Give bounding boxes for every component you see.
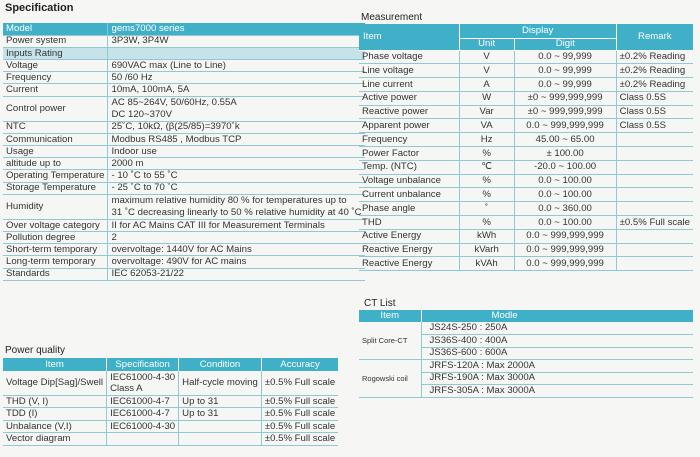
spec-key: Communication [3, 133, 108, 145]
meas-item: Phase voltage [359, 50, 459, 64]
meas-header-display: Display [459, 24, 616, 38]
pq-row [3, 371, 338, 395]
spec-title: Specification [5, 2, 74, 14]
meas-remark [616, 202, 693, 216]
ct-item: Rogowski coil [359, 360, 421, 398]
meas-remark: ±0.2% Reading [616, 78, 693, 92]
meas-item: Power Factor [359, 147, 459, 161]
spec-row [3, 47, 365, 59]
ct-row [359, 322, 693, 335]
meas-header-remark: Remark [616, 24, 693, 50]
spec-value: 25˚C, 10kΩ, (β(25/85)=3970˚k [108, 121, 365, 133]
measurement-row [359, 216, 693, 230]
meas-unit: V [459, 64, 514, 78]
meas-unit: A [459, 78, 514, 92]
spec-value: II for AC Mains CAT III for Measurement Terminals [108, 219, 365, 231]
pq-item: Unbalance (V,I) [3, 420, 107, 433]
pq-row [3, 420, 338, 433]
spec-key: Pollution degree [3, 231, 108, 243]
pq-spec: IEC61000-4-7 [107, 408, 179, 421]
meas-digit: 0.0 ~ 99,999 [514, 64, 616, 78]
measurement-row [359, 133, 693, 147]
measurement-row [359, 147, 693, 161]
meas-remark [616, 160, 693, 174]
ct-model: JRFS-120A : Max 2000A [421, 360, 693, 373]
meas-digit: 0.0 ~ 100.00 [514, 216, 616, 230]
meas-item: Reactive Energy [359, 257, 459, 271]
ct-header-item: Item [359, 310, 421, 322]
ct-list-table [359, 310, 693, 398]
spec-key: Storage Temperature [3, 182, 108, 194]
spec-row [3, 158, 365, 170]
spec-key: Current [3, 84, 108, 96]
measurement-table [359, 24, 693, 271]
pq-condition: Up to 31 [179, 408, 262, 421]
measurement-row [359, 78, 693, 92]
measurement-row [359, 188, 693, 202]
meas-digit: ± 100.00 [514, 147, 616, 161]
meas-unit: V [459, 50, 514, 64]
ct-row [359, 360, 693, 373]
meas-digit: 0.0 ~ 999,999,999 [514, 119, 616, 133]
pq-spec: IEC61000-4-7 [107, 395, 179, 408]
meas-digit: 0.0 ~ 999,999,999 [514, 229, 616, 243]
meas-remark: ±0.2% Reading [616, 50, 693, 64]
meas-remark: Class 0.5S [616, 91, 693, 105]
power-quality-table [3, 358, 338, 446]
spec-row [3, 121, 365, 133]
meas-item: Frequency [359, 133, 459, 147]
measurement-row [359, 119, 693, 133]
meas-remark: ±0.2% Reading [616, 64, 693, 78]
meas-item: Reactive Energy [359, 243, 459, 257]
meas-remark: Class 0.5S [616, 105, 693, 119]
spec-value-line: maximum relative humidity 80 % for temperatures up to [111, 194, 347, 206]
spec-row [3, 182, 365, 194]
meas-digit: 0.0 ~ 999,999,999 [514, 243, 616, 257]
spec-key: Model [3, 23, 108, 35]
spec-row [3, 133, 365, 145]
spec-row [3, 244, 365, 256]
ct-model: JRFS-305A : Max 3000A [421, 385, 693, 398]
measurement-row [359, 105, 693, 119]
pq-accuracy: ±0.5% Full scale [261, 371, 338, 395]
measurement-row [359, 243, 693, 257]
pq-row [3, 395, 338, 408]
spec-value: Indoor use [108, 146, 365, 158]
meas-remark [616, 133, 693, 147]
measurement-row [359, 202, 693, 216]
ct-model: JS36S-600 : 600A [421, 347, 693, 360]
spec-key: altitude up to [3, 158, 108, 170]
meas-unit: VA [459, 119, 514, 133]
spec-value: 3P3W, 3P4W [108, 35, 365, 47]
spec-value: gems7000 series [108, 23, 365, 35]
pq-row [3, 408, 338, 421]
meas-remark [616, 257, 693, 271]
meas-unit: Hz [459, 133, 514, 147]
spec-value-line: DC 120~370V [111, 108, 173, 120]
spec-value: 690VAC max (Line to Line) [108, 60, 365, 72]
spec-row [3, 72, 365, 84]
spec-key: Short-term temporary [3, 244, 108, 256]
pq-header-accuracy: Accuracy [261, 358, 338, 371]
spec-value-line: 31 ˚C decreasing linearly to 50 % relative humidity at 40 ˚C [111, 206, 362, 218]
meas-remark: ±0.5% Full scale [616, 216, 693, 230]
meas-item: Line voltage [359, 64, 459, 78]
meas-item: Active power [359, 91, 459, 105]
spec-row [3, 268, 365, 280]
meas-unit: ˚ [459, 202, 514, 216]
pq-accuracy: ±0.5% Full scale [261, 433, 338, 446]
meas-digit: 0.0 ~ 100.00 [514, 174, 616, 188]
meas-remark [616, 174, 693, 188]
ct-header-modle: Modle [421, 310, 693, 322]
spec-row [3, 23, 365, 35]
spec-key: Humidity [3, 194, 108, 219]
meas-digit: 0.0 ~ 999,999,999 [514, 257, 616, 271]
ct-item: Split Core-CT [359, 322, 421, 360]
pq-spec [107, 371, 179, 395]
spec-value [108, 96, 365, 121]
meas-item: Temp. (NTC) [359, 160, 459, 174]
meas-item: THD [359, 216, 459, 230]
meas-unit: % [459, 174, 514, 188]
meas-item: Reactive power [359, 105, 459, 119]
pq-condition [179, 433, 262, 446]
measurement-row [359, 229, 693, 243]
spec-row [3, 146, 365, 158]
measurement-row [359, 91, 693, 105]
spec-row [3, 194, 365, 219]
spec-key: Usage [3, 146, 108, 158]
spec-value: 50 /60 Hz [108, 72, 365, 84]
spec-row [3, 219, 365, 231]
meas-item: Phase angle [359, 202, 459, 216]
meas-remark: Class 0.5S [616, 119, 693, 133]
pq-spec-line: Class A [110, 382, 143, 394]
pq-condition [179, 420, 262, 433]
meas-item: Apparent power [359, 119, 459, 133]
ct-model: JS24S-250 : 250A [421, 322, 693, 335]
meas-header-item: Item [359, 24, 459, 50]
meas-digit: 0.0 ~ 360.00 [514, 202, 616, 216]
pq-spec [107, 433, 179, 446]
ct-model: JRFS-190A : Max 3000A [421, 372, 693, 385]
pq-accuracy: ±0.5% Full scale [261, 408, 338, 421]
spec-table [3, 23, 365, 281]
pq-accuracy: ±0.5% Full scale [261, 395, 338, 408]
spec-key: Inputs Rating [3, 47, 108, 59]
meas-digit: 45.00 ~ 65.00 [514, 133, 616, 147]
meas-digit: 0.0 ~ 99,999 [514, 78, 616, 92]
spec-value [108, 47, 365, 59]
pq-header-item: Item [3, 358, 107, 371]
pq-title: Power quality [5, 345, 66, 356]
measurement-row [359, 257, 693, 271]
pq-header-spec: Specification [107, 358, 179, 371]
spec-key: Operating Temperature [3, 170, 108, 182]
spec-value: overvoltage: 1440V for AC Mains [108, 244, 365, 256]
spec-key: Frequency [3, 72, 108, 84]
spec-key: Over voltage category [3, 219, 108, 231]
measurement-title: Measurement [361, 12, 423, 23]
ct-title: CT List [364, 298, 396, 309]
spec-value: 2000 m [108, 158, 365, 170]
spec-value: Modbus RS485 , Modbus TCP [108, 133, 365, 145]
measurement-row [359, 64, 693, 78]
meas-unit: % [459, 147, 514, 161]
spec-value: 2 [108, 231, 365, 243]
spec-key: Standards [3, 268, 108, 280]
meas-item: Current unbalance [359, 188, 459, 202]
meas-remark [616, 188, 693, 202]
spec-value-line: AC 85~264V, 50/60Hz, 0.55A [111, 96, 237, 108]
measurement-row [359, 160, 693, 174]
meas-unit: kWh [459, 229, 514, 243]
meas-header-digit: Digit [514, 38, 616, 50]
spec-key: Power system [3, 35, 108, 47]
spec-value: overvoltage: 490V for AC mains [108, 256, 365, 268]
spec-row [3, 256, 365, 268]
pq-spec: IEC61000-4-30 [107, 420, 179, 433]
meas-item: Line current [359, 78, 459, 92]
pq-condition: Half-cycle moving [179, 371, 262, 395]
meas-header-unit: Unit [459, 38, 514, 50]
spec-value: - 10 ˚C to 55 ˚C [108, 170, 365, 182]
spec-row [3, 96, 365, 121]
spec-key: Voltage [3, 60, 108, 72]
spec-value: - 25 ˚C to 70 ˚C [108, 182, 365, 194]
meas-remark [616, 147, 693, 161]
spec-value: IEC 62053-21/22 [108, 268, 365, 280]
spec-row [3, 231, 365, 243]
spec-key: Long-term temporary [3, 256, 108, 268]
measurement-row [359, 50, 693, 64]
ct-model: JS36S-400 : 400A [421, 335, 693, 348]
pq-row [3, 433, 338, 446]
meas-unit: % [459, 216, 514, 230]
pq-item: THD (V, I) [3, 395, 107, 408]
pq-accuracy: ±0.5% Full scale [261, 420, 338, 433]
pq-item: TDD (I) [3, 408, 107, 421]
spec-row [3, 60, 365, 72]
meas-digit: ±0 ~ 999,999,999 [514, 105, 616, 119]
meas-unit: ℃ [459, 160, 514, 174]
spec-row [3, 35, 365, 47]
spec-row [3, 170, 365, 182]
meas-item: Active Energy [359, 229, 459, 243]
meas-unit: Var [459, 105, 514, 119]
meas-item: Voltage unbalance [359, 174, 459, 188]
meas-digit: 0.0 ~ 100.00 [514, 188, 616, 202]
spec-key: NTC [3, 121, 108, 133]
pq-item: Vector diagram [3, 433, 107, 446]
meas-remark [616, 229, 693, 243]
spec-value: 10mA, 100mA, 5A [108, 84, 365, 96]
meas-unit: kVarh [459, 243, 514, 257]
meas-digit: -20.0 ~ 100.00 [514, 160, 616, 174]
meas-digit: 0.0 ~ 99,999 [514, 50, 616, 64]
spec-value [108, 194, 365, 219]
meas-unit: kVAh [459, 257, 514, 271]
pq-condition: Up to 31 [179, 395, 262, 408]
meas-digit: ±0 ~ 999,999,999 [514, 91, 616, 105]
pq-header-condition: Condition [179, 358, 262, 371]
spec-key: Control power [3, 96, 108, 121]
spec-row [3, 84, 365, 96]
meas-unit: % [459, 188, 514, 202]
pq-item: Voltage Dip[Sag]/Swell [3, 371, 107, 395]
pq-spec-line: IEC61000-4-30 [110, 371, 176, 383]
measurement-row [359, 174, 693, 188]
meas-unit: W [459, 91, 514, 105]
meas-remark [616, 243, 693, 257]
